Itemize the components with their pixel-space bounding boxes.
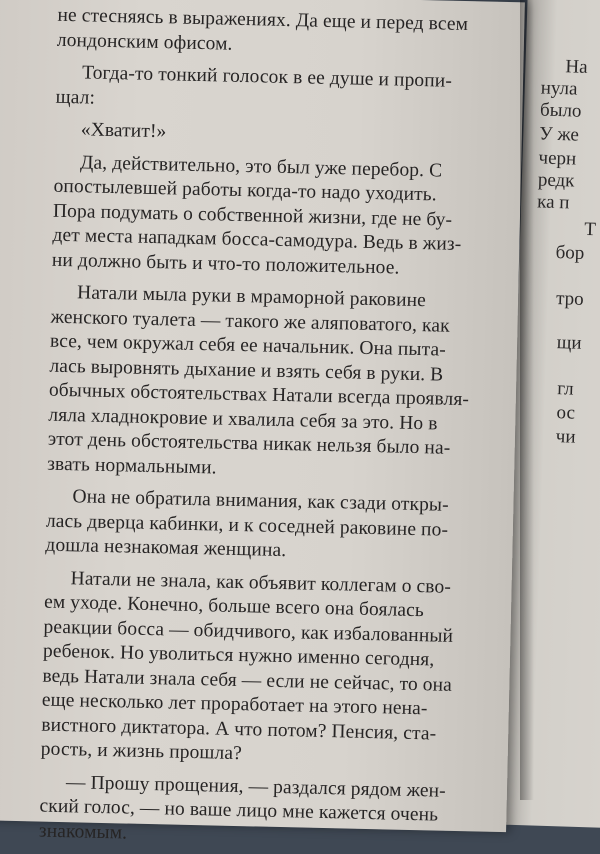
right-line: Т — [584, 218, 597, 241]
text-line: Пора подумать о собственной жизни, где не бу- — [52, 200, 453, 231]
text-line: щал: — [55, 86, 96, 109]
right-line: щи — [556, 332, 582, 354]
text-line: еще несколько лет проработает на этого нена- — [41, 689, 428, 720]
right-line: редк — [537, 169, 575, 192]
text-line: дошла незнакомая женщина. — [45, 534, 287, 562]
body-text — [39, 4, 508, 854]
text-line: рость, и жизнь прошла? — [40, 738, 243, 765]
right-line: нула — [540, 77, 578, 100]
right-line: чи — [555, 426, 576, 448]
text-line: реакции босса — обидчивого, как избалованный — [43, 616, 454, 647]
right-line: На — [565, 56, 588, 78]
text-line: Тогда-то тонкий голосок в ее душе и пропи- — [81, 62, 453, 92]
text-line: лась выровнять дыхание и взять себя в руки. В — [49, 355, 444, 386]
text-line: дет места нападкам босса-самодура. Ведь в жиз- — [52, 224, 462, 255]
text-line: все, чем окружал себя ее начальник. Она пыта- — [49, 330, 447, 361]
text-line: Натали не знала, как объявит коллегам о сво- — [70, 567, 452, 598]
text-line: лондонским офисом. — [56, 29, 233, 55]
text-line: ни должно быть и что-то положительное. — [51, 249, 400, 279]
book-spine-shadow — [520, 0, 534, 800]
text-line: ляла хладнокровие и хвалила себя за это. Но в — [48, 404, 438, 434]
text-line: «Хватит!» — [80, 119, 167, 143]
right-line: У же — [538, 123, 580, 146]
text-line: этот день обстоятельства никак нельзя было на- — [47, 428, 451, 459]
right-line: ка п — [536, 191, 570, 214]
text-line: ведь Натали знала себя — если не сейчас, то она — [42, 665, 453, 696]
right-line: было — [539, 99, 582, 122]
text-line: ребенок. Но уволиться нужно именно сегодня, — [42, 640, 435, 671]
text-line: — Прошу прощения, — раздался рядом жен- — [65, 771, 447, 802]
text-line: женского туалета — такого же аляповатого, как — [50, 306, 450, 337]
right-line: тро — [555, 288, 585, 310]
right-line: черн — [538, 147, 577, 170]
text-line: ский голос, — но ваше лицо мне кажется очень — [39, 795, 439, 826]
text-line: обычных обстоятельствах Натали всегда проявля- — [48, 379, 470, 411]
text-line: Да, действительно, это был уже перебор. С — [79, 151, 443, 182]
text-line: опостылевшей работы когда-то надо уходить. — [53, 175, 437, 206]
text-line: лась дверца кабинки, и к соседней раковине по- — [45, 510, 449, 541]
text-line: звать нормальными. — [47, 453, 217, 478]
right-line: ос — [556, 402, 576, 424]
text-line: не стесняясь в выражениях. Да еще и перед всем — [57, 4, 469, 36]
text-line: знакомым. — [38, 820, 128, 844]
text-line: Натали мыла руки в мраморной раковине — [76, 282, 427, 312]
right-line: бор — [555, 242, 585, 264]
text-line: ем уходе. Конечно, больше всего она боялась — [43, 591, 425, 622]
text-line: Она не обратила внимания, как сзади откры- — [72, 486, 449, 516]
text-line: вистного диктатора. А что потом? Пенсия, ста- — [41, 714, 437, 745]
right-line: гл — [557, 378, 574, 400]
